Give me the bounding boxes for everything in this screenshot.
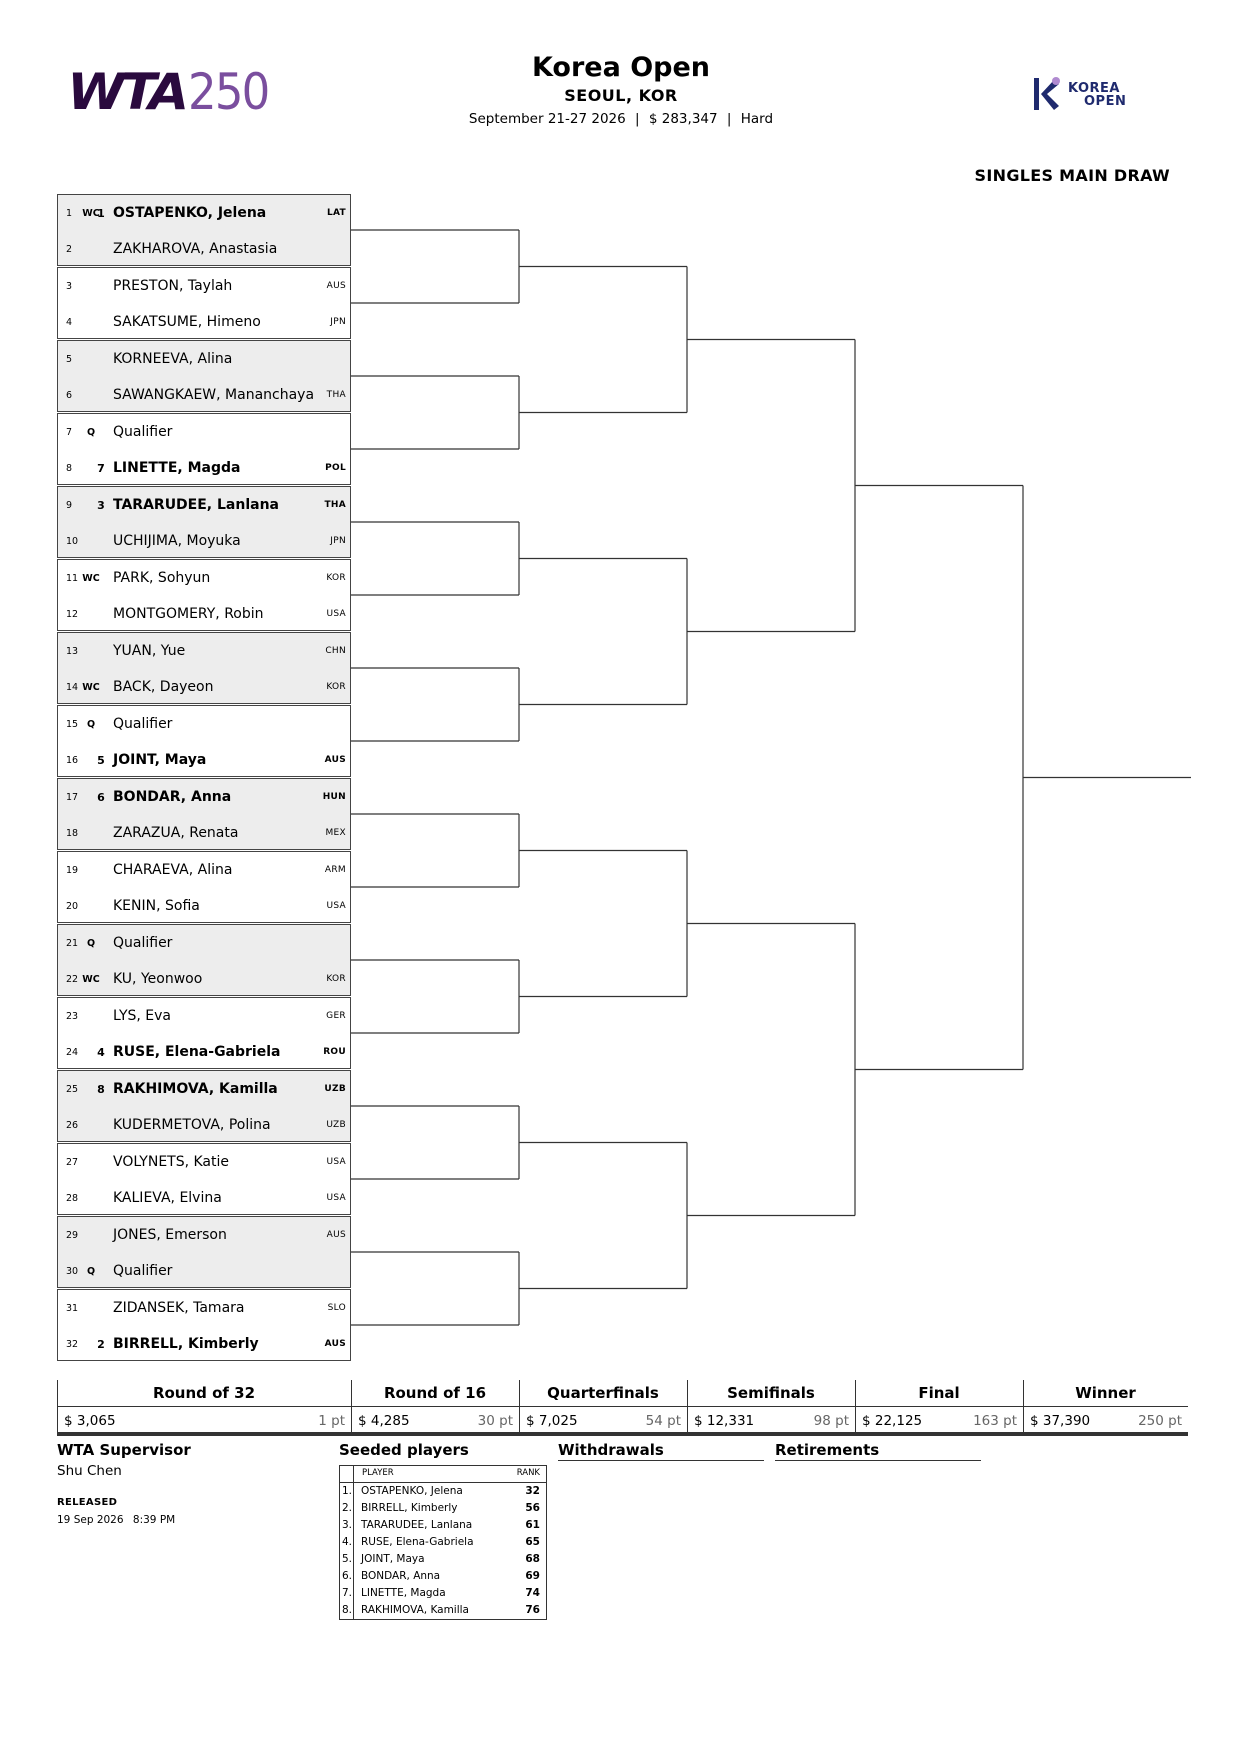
player-nationality: USA — [326, 1193, 346, 1203]
tournament-prize-money: $ 283,347 — [648, 111, 718, 127]
player-name: SAWANGKAEW, Mananchaya — [113, 387, 315, 403]
seed-player-rank: 68 — [525, 1553, 540, 1565]
player-name: UCHIJIMA, Moyuka — [113, 533, 241, 549]
round-points: 250 pt — [1138, 1413, 1182, 1429]
draw-position: 3 — [66, 281, 73, 292]
seeded-players-table — [339, 1465, 547, 1620]
player-name: KALIEVA, Elvina — [113, 1190, 222, 1206]
tournament-location: SEOUL, KOR — [564, 86, 678, 105]
draw-position: 5 — [66, 354, 73, 365]
draw-position: 25 — [66, 1084, 79, 1095]
logo-line-2: OPEN — [1084, 94, 1127, 109]
entry-status: Q — [86, 427, 96, 438]
player-nationality: AUS — [326, 1230, 346, 1240]
seed-row — [340, 1585, 546, 1602]
player-nationality: ARM — [324, 865, 346, 875]
seed-row — [340, 1602, 546, 1619]
player-nationality: CHN — [325, 646, 346, 656]
draw-position: 2 — [66, 244, 73, 255]
seed-col-player: PLAYER — [362, 1468, 394, 1478]
round-prize — [855, 1407, 1023, 1435]
seed-row — [340, 1500, 546, 1517]
player-nationality: JPN — [330, 317, 346, 327]
player-name: RAKHIMOVA, Kamilla — [113, 1081, 278, 1097]
player-name: OSTAPENKO, Jelena — [113, 205, 267, 221]
tournament-title: Korea Open — [531, 52, 711, 83]
player-nationality: HUN — [322, 792, 346, 802]
entry-status: Q — [86, 719, 96, 730]
round-money: $ 12,331 — [694, 1413, 755, 1429]
seed-number: 7 — [97, 462, 105, 475]
player-nationality: KOR — [326, 974, 346, 984]
player-name: JOINT, Maya — [113, 752, 207, 768]
round-points: 98 pt — [813, 1413, 849, 1429]
seed-player-rank: 32 — [525, 1485, 540, 1497]
player-nationality: THA — [324, 500, 346, 510]
seed-index: 1. — [340, 1483, 354, 1500]
draw-position: 14 — [66, 682, 79, 693]
player-name: KU, Yeonwoo — [113, 971, 203, 987]
draw-position: 28 — [66, 1193, 79, 1204]
seed-player-name: RUSE, Elena-Gabriela — [361, 1536, 474, 1548]
round-points: 1 pt — [318, 1413, 345, 1429]
player-name: BACK, Dayeon — [113, 679, 214, 695]
player-nationality: USA — [326, 609, 346, 619]
seed-number: 6 — [97, 791, 105, 804]
released-date: 19 Sep 2026 — [57, 1514, 124, 1526]
entry-status: WC — [82, 682, 100, 693]
seed-index: 5. — [340, 1551, 354, 1568]
draw-position: 23 — [66, 1011, 79, 1022]
draw-position: 16 — [66, 755, 79, 766]
player-name: ZIDANSEK, Tamara — [113, 1300, 245, 1316]
draw-position: 26 — [66, 1120, 79, 1131]
round-name: Round of 16 — [383, 1384, 487, 1402]
draw-position: 29 — [66, 1230, 79, 1241]
draw-position: 1 — [66, 208, 73, 219]
draw-position: 22 — [66, 974, 79, 985]
round-name: Winner — [1075, 1384, 1136, 1402]
separator: | — [726, 111, 732, 127]
seed-number: 4 — [97, 1046, 105, 1059]
player-name: PRESTON, Taylah — [113, 278, 233, 294]
player-name: CHARAEVA, Alina — [113, 862, 233, 878]
player-name: Qualifier — [113, 424, 173, 440]
player-name: BIRRELL, Kimberly — [113, 1336, 259, 1352]
seed-player-name: TARARUDEE, Lanlana — [361, 1519, 473, 1531]
draw-position: 32 — [66, 1339, 79, 1350]
player-name: RUSE, Elena-Gabriela — [113, 1044, 281, 1060]
player-name: VOLYNETS, Katie — [113, 1154, 230, 1170]
seed-number: 8 — [97, 1083, 105, 1096]
draw-position: 18 — [66, 828, 79, 839]
seed-player-rank: 69 — [525, 1570, 540, 1582]
player-name: LINETTE, Magda — [113, 460, 241, 476]
draw-position: 17 — [66, 792, 79, 803]
withdrawals-label: Withdrawals — [558, 1441, 764, 1461]
draw-position: 8 — [66, 463, 73, 474]
draw-position: 20 — [66, 901, 79, 912]
draw-position: 13 — [66, 646, 79, 657]
player-nationality: AUS — [324, 755, 346, 765]
draw-position: 30 — [66, 1266, 79, 1277]
seed-player-rank: 74 — [525, 1587, 540, 1599]
round-name: Semifinals — [727, 1384, 815, 1402]
player-name: BONDAR, Anna — [113, 789, 232, 805]
draw-position: 24 — [66, 1047, 79, 1058]
supervisor-label: WTA Supervisor — [57, 1441, 191, 1459]
seed-number: 2 — [97, 1338, 105, 1351]
round-prize — [57, 1407, 351, 1435]
entry-status: Q — [86, 938, 96, 949]
round-points: 30 pt — [477, 1413, 513, 1429]
draw-position: 31 — [66, 1303, 79, 1314]
seed-player-name: OSTAPENKO, Jelena — [361, 1485, 463, 1497]
seed-table-header — [340, 1466, 546, 1483]
seed-player-rank: 65 — [525, 1536, 540, 1548]
entry-status: WC — [82, 208, 100, 219]
round-points: 163 pt — [973, 1413, 1017, 1429]
seed-row — [340, 1551, 546, 1568]
seed-number: 1 — [97, 207, 105, 220]
player-name: KUDERMETOVA, Polina — [113, 1117, 271, 1133]
round-name: Final — [918, 1384, 960, 1402]
player-nationality: GER — [326, 1011, 346, 1021]
player-name: ZAKHAROVA, Anastasia — [113, 241, 278, 257]
round-name: Quarterfinals — [547, 1384, 659, 1402]
seed-player-name: LINETTE, Magda — [361, 1587, 446, 1599]
seed-player-name: RAKHIMOVA, Kamilla — [361, 1604, 469, 1616]
tournament-surface: Hard — [740, 111, 774, 127]
player-name: Qualifier — [113, 935, 173, 951]
entry-status: Q — [86, 1266, 96, 1277]
draw-position: 12 — [66, 609, 79, 620]
player-nationality: THA — [326, 390, 346, 400]
tournament-dates: September 21-27 2026 — [468, 111, 626, 127]
round-prize — [519, 1407, 687, 1435]
seed-row — [340, 1534, 546, 1551]
retirements-label: Retirements — [775, 1441, 981, 1461]
released-time: 8:39 PM — [132, 1514, 176, 1526]
seed-index: 7. — [340, 1585, 354, 1602]
round-money: $ 4,285 — [358, 1413, 410, 1429]
seed-player-rank: 56 — [525, 1502, 540, 1514]
player-nationality: POL — [325, 463, 346, 473]
seed-player-rank: 61 — [525, 1519, 540, 1531]
draw-title: SINGLES MAIN DRAW — [974, 166, 1170, 185]
seed-player-name: JOINT, Maya — [361, 1553, 425, 1565]
seed-index: 2. — [340, 1500, 354, 1517]
seed-number: 3 — [97, 499, 105, 512]
seed-index: 4. — [340, 1534, 354, 1551]
player-nationality: UZB — [324, 1084, 346, 1094]
round-prize — [1023, 1407, 1188, 1435]
player-nationality: AUS — [326, 281, 346, 291]
player-name: YUAN, Yue — [113, 643, 186, 659]
seed-index: 3. — [340, 1517, 354, 1534]
seed-row — [340, 1517, 546, 1534]
draw-position: 10 — [66, 536, 79, 547]
prize-money-table — [57, 1380, 1188, 1436]
draw-position: 9 — [66, 500, 73, 511]
round-name: Round of 32 — [152, 1384, 256, 1402]
player-name: Qualifier — [113, 716, 173, 732]
supervisor-name: Shu Chen — [57, 1463, 122, 1479]
entry-status: WC — [82, 573, 100, 584]
round-money: $ 7,025 — [526, 1413, 578, 1429]
player-nationality: JPN — [330, 536, 346, 546]
round-prize — [687, 1407, 855, 1435]
wta-logo-text: WTA — [67, 63, 185, 121]
draw-position: 27 — [66, 1157, 79, 1168]
seed-number: 5 — [97, 754, 105, 767]
round-money: $ 22,125 — [862, 1413, 923, 1429]
round-money: $ 3,065 — [64, 1413, 116, 1429]
seeded-players-label: Seeded players — [339, 1441, 469, 1459]
released-label: RELEASED — [57, 1497, 118, 1508]
seed-player-rank: 76 — [525, 1604, 540, 1616]
draw-position: 19 — [66, 865, 79, 876]
player-nationality: KOR — [326, 573, 346, 583]
seed-col-rank: RANK — [516, 1468, 540, 1478]
separator: | — [635, 111, 640, 127]
released-datetime — [57, 1514, 175, 1526]
player-name: ZARAZUA, Renata — [113, 825, 239, 841]
player-name: MONTGOMERY, Robin — [113, 606, 264, 622]
draw-position: 15 — [66, 719, 79, 730]
player-nationality: MEX — [325, 828, 346, 838]
player-nationality: LAT — [326, 208, 346, 218]
seed-index: 8. — [340, 1602, 354, 1619]
player-name: JONES, Emerson — [113, 1227, 227, 1243]
player-name: LYS, Eva — [113, 1008, 171, 1024]
draw-position: 21 — [66, 938, 79, 949]
player-nationality: SLO — [327, 1303, 346, 1313]
draw-position: 7 — [66, 427, 73, 438]
player-name: KORNEEVA, Alina — [113, 351, 233, 367]
player-nationality: USA — [326, 901, 346, 911]
player-name: Qualifier — [113, 1263, 173, 1279]
seed-index: 6. — [340, 1568, 354, 1585]
seed-player-name: BONDAR, Anna — [361, 1570, 441, 1582]
player-nationality: KOR — [326, 682, 346, 692]
player-nationality: ROU — [323, 1047, 346, 1057]
player-name: PARK, Sohyun — [113, 570, 211, 586]
round-points: 54 pt — [645, 1413, 681, 1429]
logo-line-1: KOREA — [1068, 81, 1120, 96]
player-name: KENIN, Sofia — [113, 898, 200, 914]
seed-row — [340, 1483, 546, 1500]
seed-player-name: BIRRELL, Kimberly — [361, 1502, 458, 1514]
player-name: TARARUDEE, Lanlana — [113, 497, 279, 513]
draw-position: 6 — [66, 390, 73, 401]
round-prize — [351, 1407, 519, 1435]
draw-position: 11 — [66, 573, 79, 584]
round-money: $ 37,390 — [1030, 1413, 1091, 1429]
entry-status: WC — [82, 974, 100, 985]
player-nationality: UZB — [326, 1120, 346, 1130]
draw-position: 4 — [66, 317, 73, 328]
wta-logo-number: 250 — [188, 63, 269, 121]
player-nationality: AUS — [324, 1339, 346, 1349]
seed-row — [340, 1568, 546, 1585]
player-nationality: USA — [326, 1157, 346, 1167]
player-name: SAKATSUME, Himeno — [113, 314, 261, 330]
